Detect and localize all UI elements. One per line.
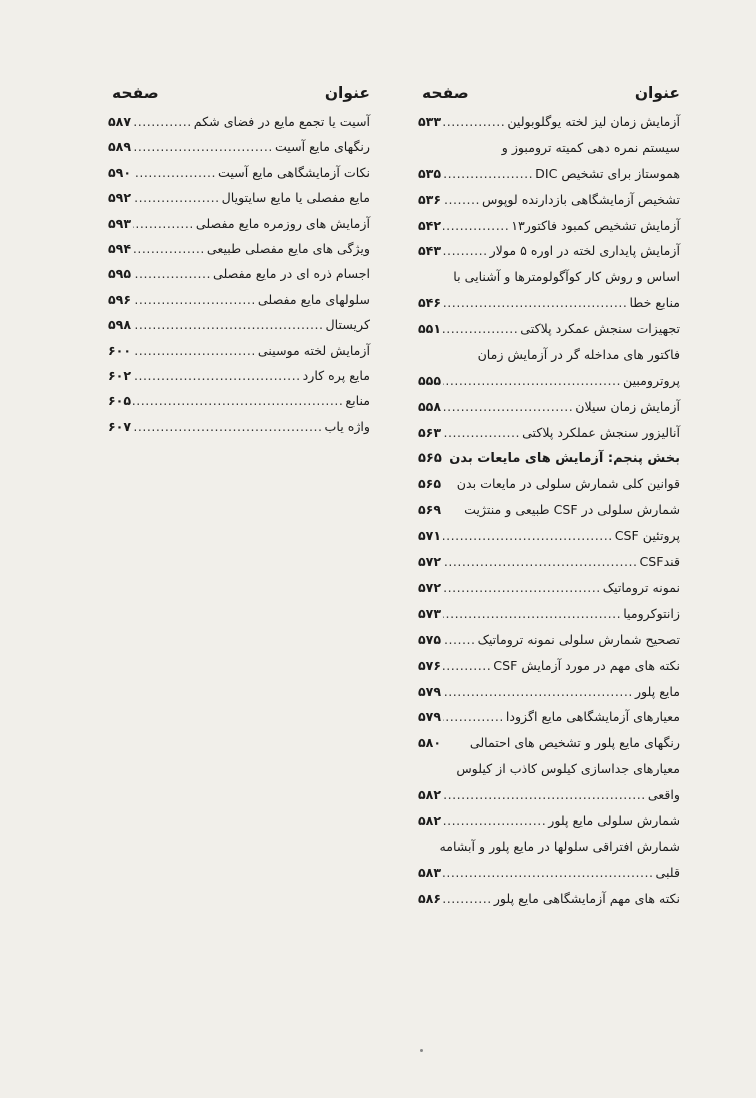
toc-leader-dots: [443, 218, 509, 233]
toc-entry-page: ۵۵۱: [418, 321, 442, 337]
toc-entry-page: ۵۷۲: [418, 580, 442, 596]
toc-entry: [108, 343, 370, 368]
toc-entry-title: پروترومبین: [622, 372, 680, 388]
toc-entry-page: ۵۶۹: [418, 502, 442, 518]
toc-entry: [418, 865, 680, 891]
toc-entry: [418, 425, 680, 451]
toc-leader-dots: [133, 114, 192, 129]
toc-leader-dots: [443, 554, 637, 569]
toc-leader-dots: [443, 684, 633, 699]
toc-entry: [418, 787, 680, 813]
toc-entry-page: ۵۹۳: [108, 215, 132, 231]
toc-entry-title: واقعی: [647, 787, 680, 803]
toc-entry: [418, 218, 680, 244]
toc-entry-page: ۶۰۲: [108, 367, 132, 383]
toc-entry-page: ۵۵۵: [418, 372, 442, 388]
toc-entry-title: فاکتور های مداخله گر در آزمایش زمان: [477, 347, 680, 363]
toc-entry-title: واژه یاب: [324, 418, 370, 434]
toc-entry-page: ۵۷۳: [418, 605, 442, 621]
toc-leader-dots: [443, 865, 653, 880]
toc-leader-dots: [133, 343, 256, 358]
toc-entry-title: آنالیزور سنجش عملکرد پلاکتی: [522, 424, 680, 440]
toc-entry-title: ویژگی های مایع مفصلی طبیعی: [206, 240, 370, 256]
toc-entry-title: اجسام ذره ای در مایع مفصلی: [213, 266, 370, 282]
toc-leader-dots: [443, 373, 621, 388]
toc-leader-dots: [443, 891, 492, 906]
toc-entry-title: منابع خطا: [629, 295, 680, 311]
toc-leader-dots: [133, 139, 273, 154]
toc-entry: [418, 554, 680, 580]
toc-leader-dots: [133, 317, 323, 332]
toc-leader-dots: [443, 787, 646, 802]
toc-entry-page: ۵۹۴: [108, 240, 132, 256]
toc-entry: [418, 528, 680, 554]
toc-entry: [418, 373, 680, 399]
toc-entry: [108, 368, 370, 393]
toc-leader-dots: [443, 321, 518, 336]
toc-entry: [108, 190, 370, 215]
column-page-label: صفحه: [112, 84, 159, 102]
toc-section-heading: [418, 451, 680, 477]
toc-entry: [108, 216, 370, 241]
toc-entry-title: تصحیح شمارش سلولی نمونه تروماتیک: [477, 631, 680, 647]
toc-entry: [108, 241, 370, 266]
toc-entry-page: ۶۰۵: [108, 393, 132, 409]
toc-entry-page: ۵۷۱: [418, 528, 442, 544]
toc-entry: [418, 684, 680, 710]
toc-leader-dots: [133, 190, 220, 205]
toc-entry-title: آزمایش پایداری لخته در اوره ۵ مولار: [489, 243, 680, 259]
toc-entry-title: مایع مفصلی یا مایع سایتویال: [221, 190, 370, 206]
toc-entry-title: آسیت یا تجمع مایع در فضای شکم: [193, 114, 370, 129]
toc-entry: [418, 399, 680, 425]
toc-leader-dots: [443, 658, 491, 673]
toc-leader-dots: [443, 813, 546, 828]
toc-entry: [108, 317, 370, 342]
toc-entry-page: ۵۸۷: [108, 114, 132, 129]
toc-entry-page: ۵۵۸: [418, 398, 442, 414]
column-page-label: صفحه: [422, 84, 469, 102]
toc-entry: [418, 580, 680, 606]
toc-entry-title: معیارهای جداسازی کیلوس کاذب از کیلوس: [456, 761, 680, 777]
toc-entry: [418, 632, 680, 658]
page-speck: [420, 1049, 423, 1052]
toc-leader-dots: [133, 368, 301, 383]
toc-entry: [418, 891, 680, 917]
toc-entry: [418, 658, 680, 684]
toc-entry: [418, 347, 680, 373]
toc-entry-page: ۵۷۹: [418, 709, 442, 725]
toc-entry-title: آزمایش زمان لیز لخته یوگلوبولین: [507, 114, 680, 129]
toc-entry: [108, 266, 370, 291]
toc-entry-page: ۵۷۶: [418, 657, 442, 673]
toc-entry: [418, 243, 680, 269]
toc-entry-page: ۵۷۲: [418, 554, 442, 570]
column-title-label: عنوان: [634, 84, 680, 102]
toc-entry-title: پروتئین CSF: [614, 528, 680, 544]
toc-leader-dots: [443, 632, 476, 647]
toc-entry: [418, 140, 680, 166]
toc-entry-page: ۵۳۶: [418, 191, 442, 207]
toc-entry: [418, 114, 680, 140]
toc-entry-title: زانتوکرومیا: [623, 605, 680, 621]
toc-list-left: [108, 114, 370, 444]
toc-entry-page: ۵۷۵: [418, 631, 442, 647]
toc-entry-page: ۵۸۳: [418, 864, 442, 880]
toc-leader-dots: [443, 606, 621, 621]
column-header: [418, 84, 680, 114]
toc-entry: [418, 735, 680, 761]
toc-entry-title: آزمایش زمان سیلان: [575, 398, 680, 414]
toc-entry-page: ۵۶۵: [418, 476, 442, 492]
toc-entry-title: قندCSF: [639, 554, 680, 570]
toc-entry-page: ۵۸۲: [418, 813, 442, 829]
toc-entry: [418, 761, 680, 787]
toc-entry: [418, 709, 680, 735]
toc-entry-title: شمارش افتراقی سلولها در مایع پلور و آبشامه: [439, 838, 680, 854]
toc-leader-dots: [443, 709, 504, 724]
toc-entry-title: سیستم نمره دهی کمیته ترومبوز و: [501, 139, 680, 155]
toc-entry-title: تجهیزات سنجش عمکرد پلاکتی: [520, 321, 680, 337]
toc-entry-title: شمارش سلولی مایع پلور: [548, 813, 680, 829]
toc-entry-title: آزمایش تشخیص کمبود فاکتور۱۳: [511, 217, 680, 233]
toc-entry-page: ۵۸۶: [418, 890, 442, 906]
toc-entry: [418, 321, 680, 347]
toc-entry-page: ۵۴۲: [418, 217, 442, 233]
toc-entry: [418, 606, 680, 632]
toc-entry-title: رنگهای مایع آسیت: [274, 139, 370, 155]
toc-entry: [108, 139, 370, 164]
toc-entry: [418, 192, 680, 218]
toc-entry-title: شمارش سلولی در CSF طبیعی و منتژیت: [464, 502, 680, 518]
toc-leader-dots: [133, 165, 216, 180]
toc-column-right: [418, 84, 680, 917]
toc-entry-page: ۵۴۳: [418, 243, 442, 259]
toc-leader-dots: [443, 528, 613, 543]
toc-leader-dots: [443, 243, 488, 258]
toc-entry: [418, 502, 680, 528]
toc-entry-page: ۶۰۷: [108, 418, 132, 434]
toc-column-left: [108, 84, 370, 444]
toc-leader-dots: [133, 419, 322, 434]
toc-entry-title: رنگهای مایع پلور و تشخیص های احتمالی: [469, 735, 680, 751]
toc-entry-title: منابع: [345, 393, 370, 409]
toc-entry-page: ۵۸۰: [418, 735, 442, 751]
toc-leader-dots: [133, 266, 211, 281]
toc-entry-page: ۵۸۲: [418, 787, 442, 803]
toc-entry-page: ۶۰۰: [108, 342, 132, 358]
toc-entry-page: ۵۷۹: [418, 683, 442, 699]
toc-entry: [418, 166, 680, 192]
toc-leader-dots: [133, 241, 205, 256]
toc-entry: [108, 393, 370, 418]
toc-entry-title: مایع پلور: [634, 683, 680, 699]
toc-entry-page: ۵۶۳: [418, 424, 442, 440]
column-header: [108, 84, 370, 114]
toc-entry-page: ۵۹۶: [108, 291, 132, 307]
column-title-label: عنوان: [324, 84, 370, 102]
toc-entry: [418, 269, 680, 295]
toc-leader-dots: [133, 393, 343, 408]
toc-entry: [418, 813, 680, 839]
toc-entry-page: ۵۹۲: [108, 190, 132, 206]
toc-entry-title: بخش پنجم: آزمایش های مایعات بدن: [449, 450, 680, 466]
toc-entry-page: ۵۹۵: [108, 266, 132, 282]
toc-leader-dots: [443, 399, 573, 414]
toc-list-right: [418, 114, 680, 917]
toc-entry-title: نکته های مهم در مورد آزمایش CSF: [493, 657, 680, 673]
toc-entry: [108, 114, 370, 139]
toc-leader-dots: [443, 295, 627, 310]
toc-entry: [108, 165, 370, 190]
toc-leader-dots: [133, 292, 256, 307]
toc-entry-page: ۵۳۵: [418, 165, 442, 181]
toc-entry-page: ۵۳۳: [418, 114, 442, 129]
toc-entry-title: نکات آزمایشگاهی مایع آسیت: [217, 164, 370, 180]
toc-entry-title: اساس و روش کار کوآگولومترها و آشنایی با: [453, 269, 680, 285]
toc-leader-dots: [443, 580, 601, 595]
toc-entry-title: نمونه تروماتیک: [602, 580, 680, 596]
toc-entry: [418, 476, 680, 502]
toc-entry-title: قوانین کلی شمارش سلولی در مایعات بدن: [456, 476, 680, 492]
toc-leader-dots: [133, 216, 194, 231]
toc-entry-page: ۵۶۵: [418, 450, 442, 466]
toc-entry-title: کریستال: [325, 317, 370, 333]
toc-leader-dots: [443, 114, 505, 129]
toc-entry-title: هموستاز برای تشخیص DIC: [535, 165, 680, 181]
toc-entry: [108, 292, 370, 317]
toc-entry-title: نکته های مهم آزمایشگاهی مایع پلور: [493, 890, 680, 906]
toc-entry-page: ۵۴۶: [418, 295, 442, 311]
toc-entry-title: آزمایش های روزمره مایع مفصلی: [195, 215, 370, 231]
toc-leader-dots: [443, 166, 533, 181]
toc-entry-title: مایع پره کارد: [302, 367, 370, 383]
toc-entry: [108, 419, 370, 444]
toc-leader-dots: [443, 425, 520, 440]
toc-entry-page: ۵۹۸: [108, 317, 132, 333]
toc-entry-page: ۵۸۹: [108, 139, 132, 155]
toc-entry-page: ۵۹۰: [108, 164, 132, 180]
toc-entry-title: معیارهای آزمایشگاهی مایع اگزودا: [505, 709, 680, 725]
toc-entry-title: سلولهای مایع مفصلی: [257, 291, 370, 307]
toc-entry: [418, 839, 680, 865]
toc-entry: [418, 295, 680, 321]
toc-entry-title: تشخیص آزمایشگاهی بازدارنده لوپوس: [482, 191, 680, 207]
toc-leader-dots: [443, 192, 480, 207]
toc-entry-title: قلبی: [655, 864, 680, 880]
toc-entry-title: آزمایش لخته موسینی: [257, 342, 370, 358]
